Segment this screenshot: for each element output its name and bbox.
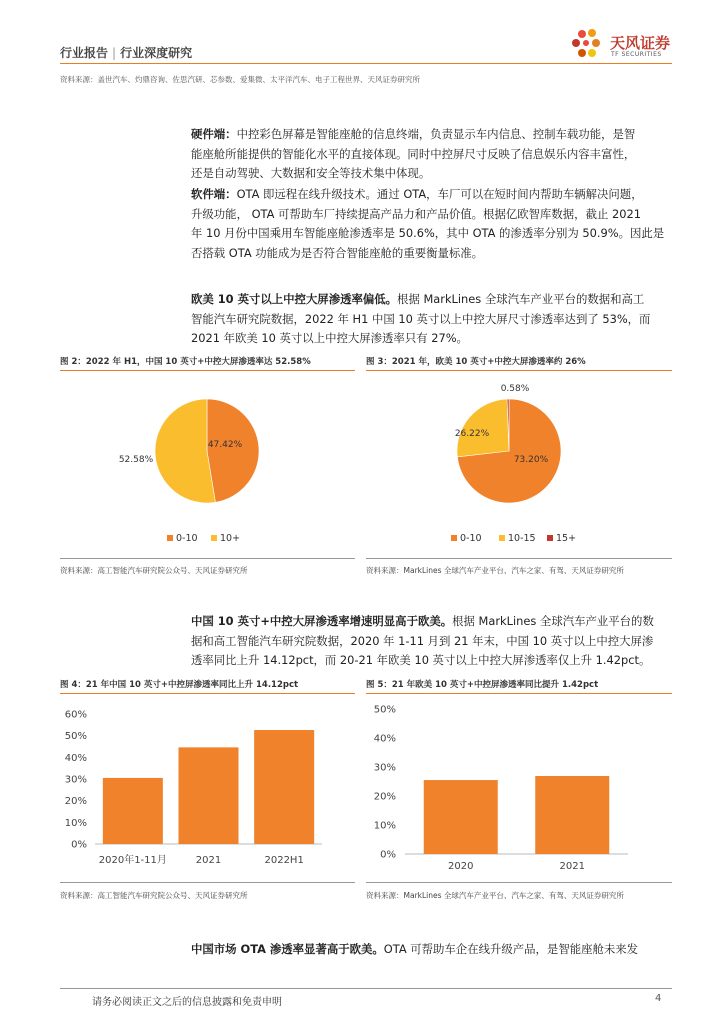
logo-text: 天风证券 xyxy=(610,34,671,52)
y-tick-label: 30% xyxy=(373,762,396,774)
paragraph-line: 据和高工智能汽车研究院数据，2020 年 1-11 月到 21 年末，中国 10 英寸以上中控大屏渗 xyxy=(191,633,654,648)
bar-2021 xyxy=(535,776,609,854)
x-tick-label: 2021 xyxy=(195,855,222,866)
paragraph-lead: 中国市场 OTA 渗透率显著高于欧美。 xyxy=(191,942,384,956)
x-tick-label: 2021 xyxy=(559,861,585,872)
paragraph-line: 年 10 月份中国乘用车智能座舱渗透率是 50.6%，其中 OTA 的渗透率分别为 50.9%。因此是 xyxy=(191,226,665,240)
header-source-note: 资料来源：盖世汽车、灼鼎咨询、佐思汽研、芯参数、爱集微、太平洋汽车、电子工程世界、天风证券研究所 xyxy=(60,75,420,84)
pie-chart-europe xyxy=(455,384,561,503)
paragraph-line: 升级功能， OTA 可帮助车厂持续提高产品力和产品价值。根据亿欧智库数据，截止 2021 xyxy=(191,206,641,221)
y-tick-label: 10% xyxy=(373,820,396,832)
logo-flower-icon xyxy=(568,26,608,62)
pie-label: 47.42% xyxy=(207,440,243,450)
figure-5-bottom-rule xyxy=(366,882,672,883)
paragraph-line: 根据 MarkLines 全球汽车产业平台的数 xyxy=(452,614,654,628)
paragraph-hardware xyxy=(191,125,673,184)
y-tick-label: 30% xyxy=(64,774,87,786)
figure-2-top-rule xyxy=(60,370,355,371)
paragraph-software xyxy=(191,185,673,263)
legend-swatch xyxy=(547,535,553,541)
paragraph-line: 透率同比上升 14.12pct，而 20-21 年欧美 10 英寸以上中控大屏渗透率仅上升 1.42pct。 xyxy=(191,653,651,667)
pie-label: 52.58% xyxy=(118,455,154,465)
paragraph-lead: 硬件端： xyxy=(191,127,237,141)
paragraph-line: 能座舱所能提供的智能化水平的直接体现。同时中控屏尺寸反映了信息娱乐内容丰富性， xyxy=(191,146,636,161)
y-tick-label: 0% xyxy=(380,849,396,861)
logo-english: TF SECURITIES xyxy=(611,51,662,58)
y-tick-label: 40% xyxy=(64,752,87,764)
paragraph-line: 智能汽车研究院数据，2022 年 H1 中国 10 英寸以上中控大屏尺寸渗透率达到了 53%，而 xyxy=(191,311,651,326)
pie-label: 26.22% xyxy=(454,429,490,439)
legend-label: 10-15 xyxy=(508,533,536,544)
figure-3-top-rule xyxy=(366,370,672,371)
legend-swatch xyxy=(211,535,217,541)
pie-slice-10-15 xyxy=(454,399,509,457)
paragraph-line: 还是自动驾驶、大数据和安全等技术集中体现。 xyxy=(191,166,431,180)
legend-label: 0-10 xyxy=(460,533,482,544)
pie-chart-china xyxy=(119,399,259,503)
paragraph-line: 根据 MarkLines 全球汽车产业平台的数据和高工 xyxy=(397,292,645,306)
figure-2-bottom-rule xyxy=(60,558,355,559)
footer-disclaimer: 请务必阅读正文之后的信息披露和免责申明 xyxy=(92,997,282,1008)
legend-label: 0-10 xyxy=(176,533,198,544)
figure-3-source: 资料来源：MarkLines 全球汽车产业平台、汽车之家、有驾、天风证券研究所 xyxy=(366,566,624,575)
paragraph-lead: 软件端： xyxy=(191,187,237,201)
x-tick-label: 2020 xyxy=(448,861,474,872)
bar-chart-china xyxy=(65,710,322,867)
paragraph-line: 否搭载 OTA 功能成为是否符合智能座舱的重要衡量标准。 xyxy=(191,245,484,260)
subcategory-label: 行业深度研究 xyxy=(120,46,193,60)
figure-3-bottom-rule xyxy=(366,558,672,559)
legend-swatch xyxy=(167,535,173,541)
header-rule xyxy=(60,63,672,64)
figure-4-chart xyxy=(60,695,355,880)
bar-2020年1-11月 xyxy=(103,778,163,844)
legend-swatch xyxy=(451,535,457,541)
legend-label: 15+ xyxy=(556,533,577,544)
y-tick-label: 50% xyxy=(373,704,396,716)
figure-5-top-rule xyxy=(366,693,672,694)
bar-2022H1 xyxy=(254,730,314,844)
figure-5-title: 图 5：21 年欧美 10 英寸+中控屏渗透率同比提升 1.42pct xyxy=(366,680,599,690)
figure-5-source: 资料来源：MarkLines 全球汽车产业平台、汽车之家、有驾、天风证券研究所 xyxy=(366,891,624,900)
paragraph-line: OTA 可帮助车企在线升级产品，是智能座舱未来发 xyxy=(383,942,639,956)
figure-2-chart xyxy=(60,372,355,556)
pie-slice-0-10 xyxy=(207,399,259,502)
figure-3-title: 图 3：2021 年，欧美 10 英寸+中控大屏渗透率约 26% xyxy=(366,357,586,367)
y-tick-label: 0% xyxy=(71,839,87,851)
paragraph-lead: 中国 10 英寸+中控大屏渗透率增速明显高于欧美。 xyxy=(191,614,453,628)
paragraph-line: 中控彩色屏幕是智能座舱的信息终端，负责显示车内信息、控制车载功能，是智 xyxy=(236,127,636,141)
y-tick-label: 50% xyxy=(64,731,87,743)
figure-4-title: 图 4：21 年中国 10 英寸+中控屏渗透率同比上升 14.12pct xyxy=(60,680,299,690)
paragraph-line: 2021 年欧美 10 英寸以上中控大屏渗透率只有 27%。 xyxy=(191,331,468,345)
company-logo xyxy=(568,26,678,62)
footer-rule xyxy=(60,988,672,989)
figure-4-top-rule xyxy=(60,693,355,694)
x-tick-label: 2022H1 xyxy=(264,855,304,866)
y-tick-label: 40% xyxy=(373,733,396,745)
page-number: 4 xyxy=(655,993,662,1004)
pie-slice-10+ xyxy=(155,399,215,503)
paragraph-line: OTA 即远程在线升级技术。通过 OTA，车厂可以在短时间内帮助车辆解决问题， xyxy=(236,187,643,201)
bar-2020 xyxy=(424,780,498,854)
figure-4-bottom-rule xyxy=(60,882,355,883)
pie-label: 0.58% xyxy=(500,384,530,394)
figure-2-title: 图 2：2022 年 H1，中国 10 英寸+中控大屏渗透率达 52.58% xyxy=(60,357,311,367)
category-label: 行业报告 xyxy=(60,46,109,60)
figure-5-chart xyxy=(366,695,672,880)
y-tick-label: 20% xyxy=(64,796,87,808)
paragraph-growth xyxy=(191,612,673,671)
y-tick-label: 10% xyxy=(64,817,87,829)
paragraph-lead: 欧美 10 英寸以上中控大屏渗透率偏低。 xyxy=(191,292,398,306)
y-tick-label: 20% xyxy=(373,791,396,803)
bar-2021 xyxy=(179,747,239,844)
figure-3-chart xyxy=(366,372,672,556)
header-separator: | xyxy=(112,46,117,60)
pie-legend xyxy=(167,533,240,544)
y-tick-label: 60% xyxy=(64,709,87,721)
legend-swatch xyxy=(499,535,505,541)
figure-2-source: 资料来源：高工智能汽车研究院公众号、天风证券研究所 xyxy=(60,566,248,575)
bar-chart-europe xyxy=(374,705,628,873)
pie-label: 73.20% xyxy=(513,455,549,465)
report-category xyxy=(60,44,192,61)
figure-4-source: 资料来源：高工智能汽车研究院公众号、天风证券研究所 xyxy=(60,891,248,900)
x-tick-label: 2020年1-11月 xyxy=(98,855,167,866)
legend-label: 10+ xyxy=(220,533,241,544)
pie-legend xyxy=(451,533,576,544)
paragraph-ota xyxy=(191,940,673,960)
paragraph-europe xyxy=(191,290,673,349)
